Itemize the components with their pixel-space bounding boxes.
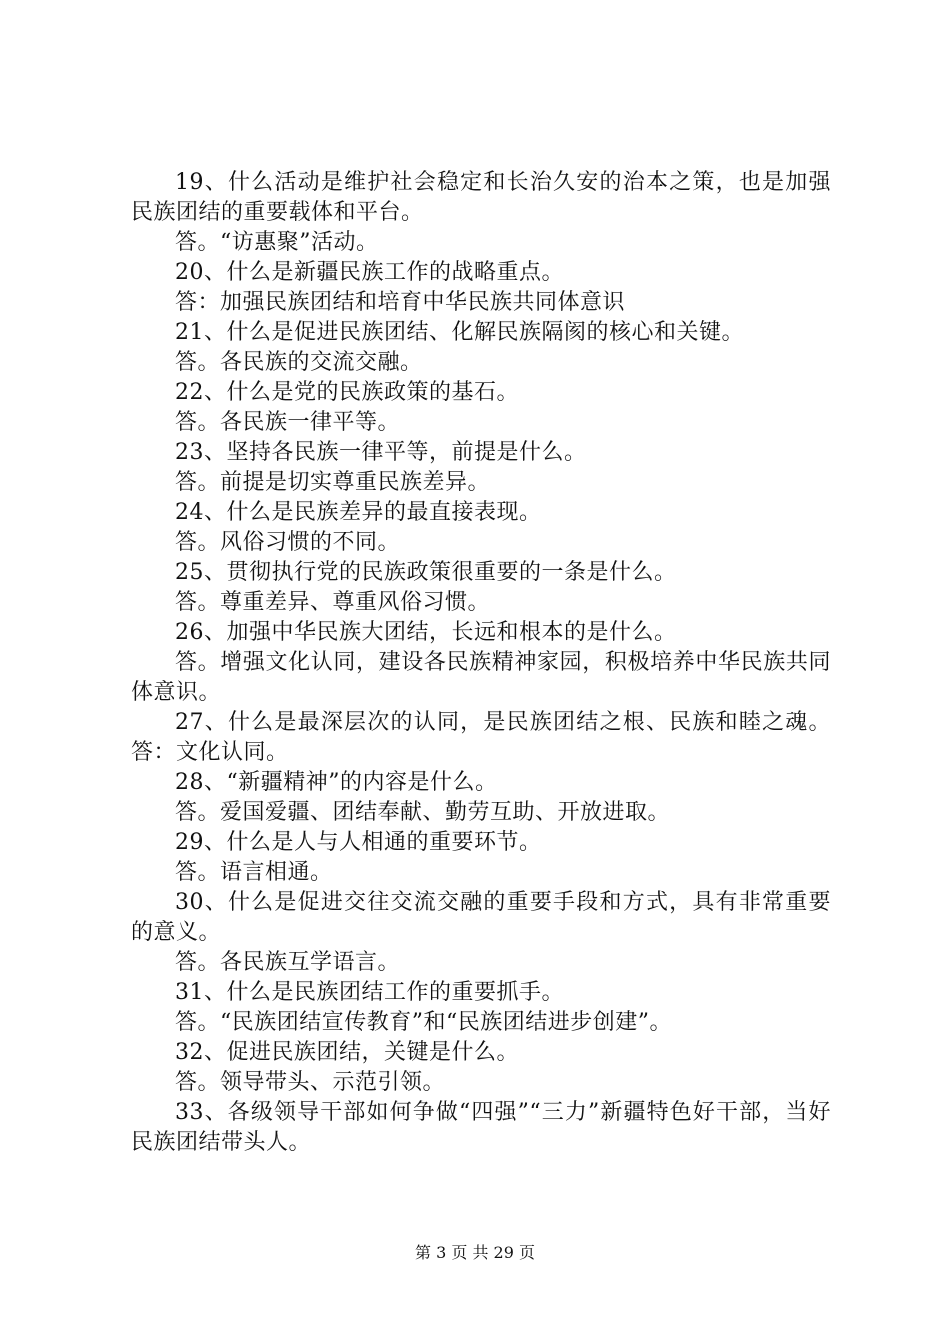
paragraph-23-answer: 答。前提是切实尊重民族差异。 [175,470,491,495]
paragraph-22-answer: 答。各民族一律平等。 [175,410,401,435]
paragraph-24-question: 24、什么是民族差异的最直接表现。 [175,500,542,525]
paragraph-29-question: 29、什么是人与人相通的重要环节。 [175,830,542,855]
paragraph-29-answer: 答。语言相通。 [175,860,333,885]
paragraph-19-answer: 答。“访惠聚”活动。 [175,230,379,255]
paragraph-20-question: 20、什么是新疆民族工作的战略重点。 [175,260,564,285]
paragraph-22-question: 22、什么是党的民族政策的基石。 [175,380,519,405]
paragraph-27-question: 27、什么是最深层次的认同，是民族团结之根、民族和睦之魂。答：文化认同。 [131,710,831,765]
paragraph-31-answer: 答。“民族团结宣传教育”和“民族团结进步创建”。 [175,1010,672,1035]
paragraph-28-question: 28、“新疆精神”的内容是什么。 [175,770,498,795]
paragraph-20-answer: 答：加强民族团结和培育中华民族共同体意识 [175,290,626,315]
paragraph-32-question: 32、促进民族团结，关键是什么。 [175,1040,519,1065]
paragraph-25-answer: 答。尊重差异、尊重风俗习惯。 [175,590,491,615]
document-body [131,168,831,1158]
paragraph-30-question: 30、什么是促进交往交流交融的重要手段和方式，具有非常重要的意义。 [131,890,831,945]
paragraph-19-question: 19、什么活动是维护社会稳定和长治久安的治本之策，也是加强民族团结的重要载体和平台。 [131,170,831,225]
page-number-footer: 第 3 页 共 29 页 [415,1243,535,1262]
paragraph-21-answer: 答。各民族的交流交融。 [175,350,423,375]
paragraph-32-answer: 答。领导带头、示范引领。 [175,1070,446,1095]
paragraph-24-answer: 答。风俗习惯的不同。 [175,530,401,555]
paragraph-31-question: 31、什么是民族团结工作的重要抓手。 [175,980,564,1005]
paragraph-33-question: 33、各级领导干部如何争做“四强”“三力”新疆特色好干部，当好民族团结带头人。 [131,1100,831,1155]
paragraph-21-question: 21、什么是促进民族团结、化解民族隔阂的核心和关键。 [175,320,744,345]
paragraph-30-answer: 答。各民族互学语言。 [175,950,401,975]
paragraph-25-question: 25、贯彻执行党的民族政策很重要的一条是什么。 [175,560,677,585]
paragraph-26-answer: 答。增强文化认同，建设各民族精神家园，积极培养中华民族共同体意识。 [131,650,831,705]
paragraph-26-question: 26、加强中华民族大团结，长远和根本的是什么。 [175,620,677,645]
paragraph-28-answer: 答。爱国爱疆、团结奉献、勤劳互助、开放进取。 [175,800,671,825]
paragraph-23-question: 23、坚持各民族一律平等，前提是什么。 [175,440,587,465]
